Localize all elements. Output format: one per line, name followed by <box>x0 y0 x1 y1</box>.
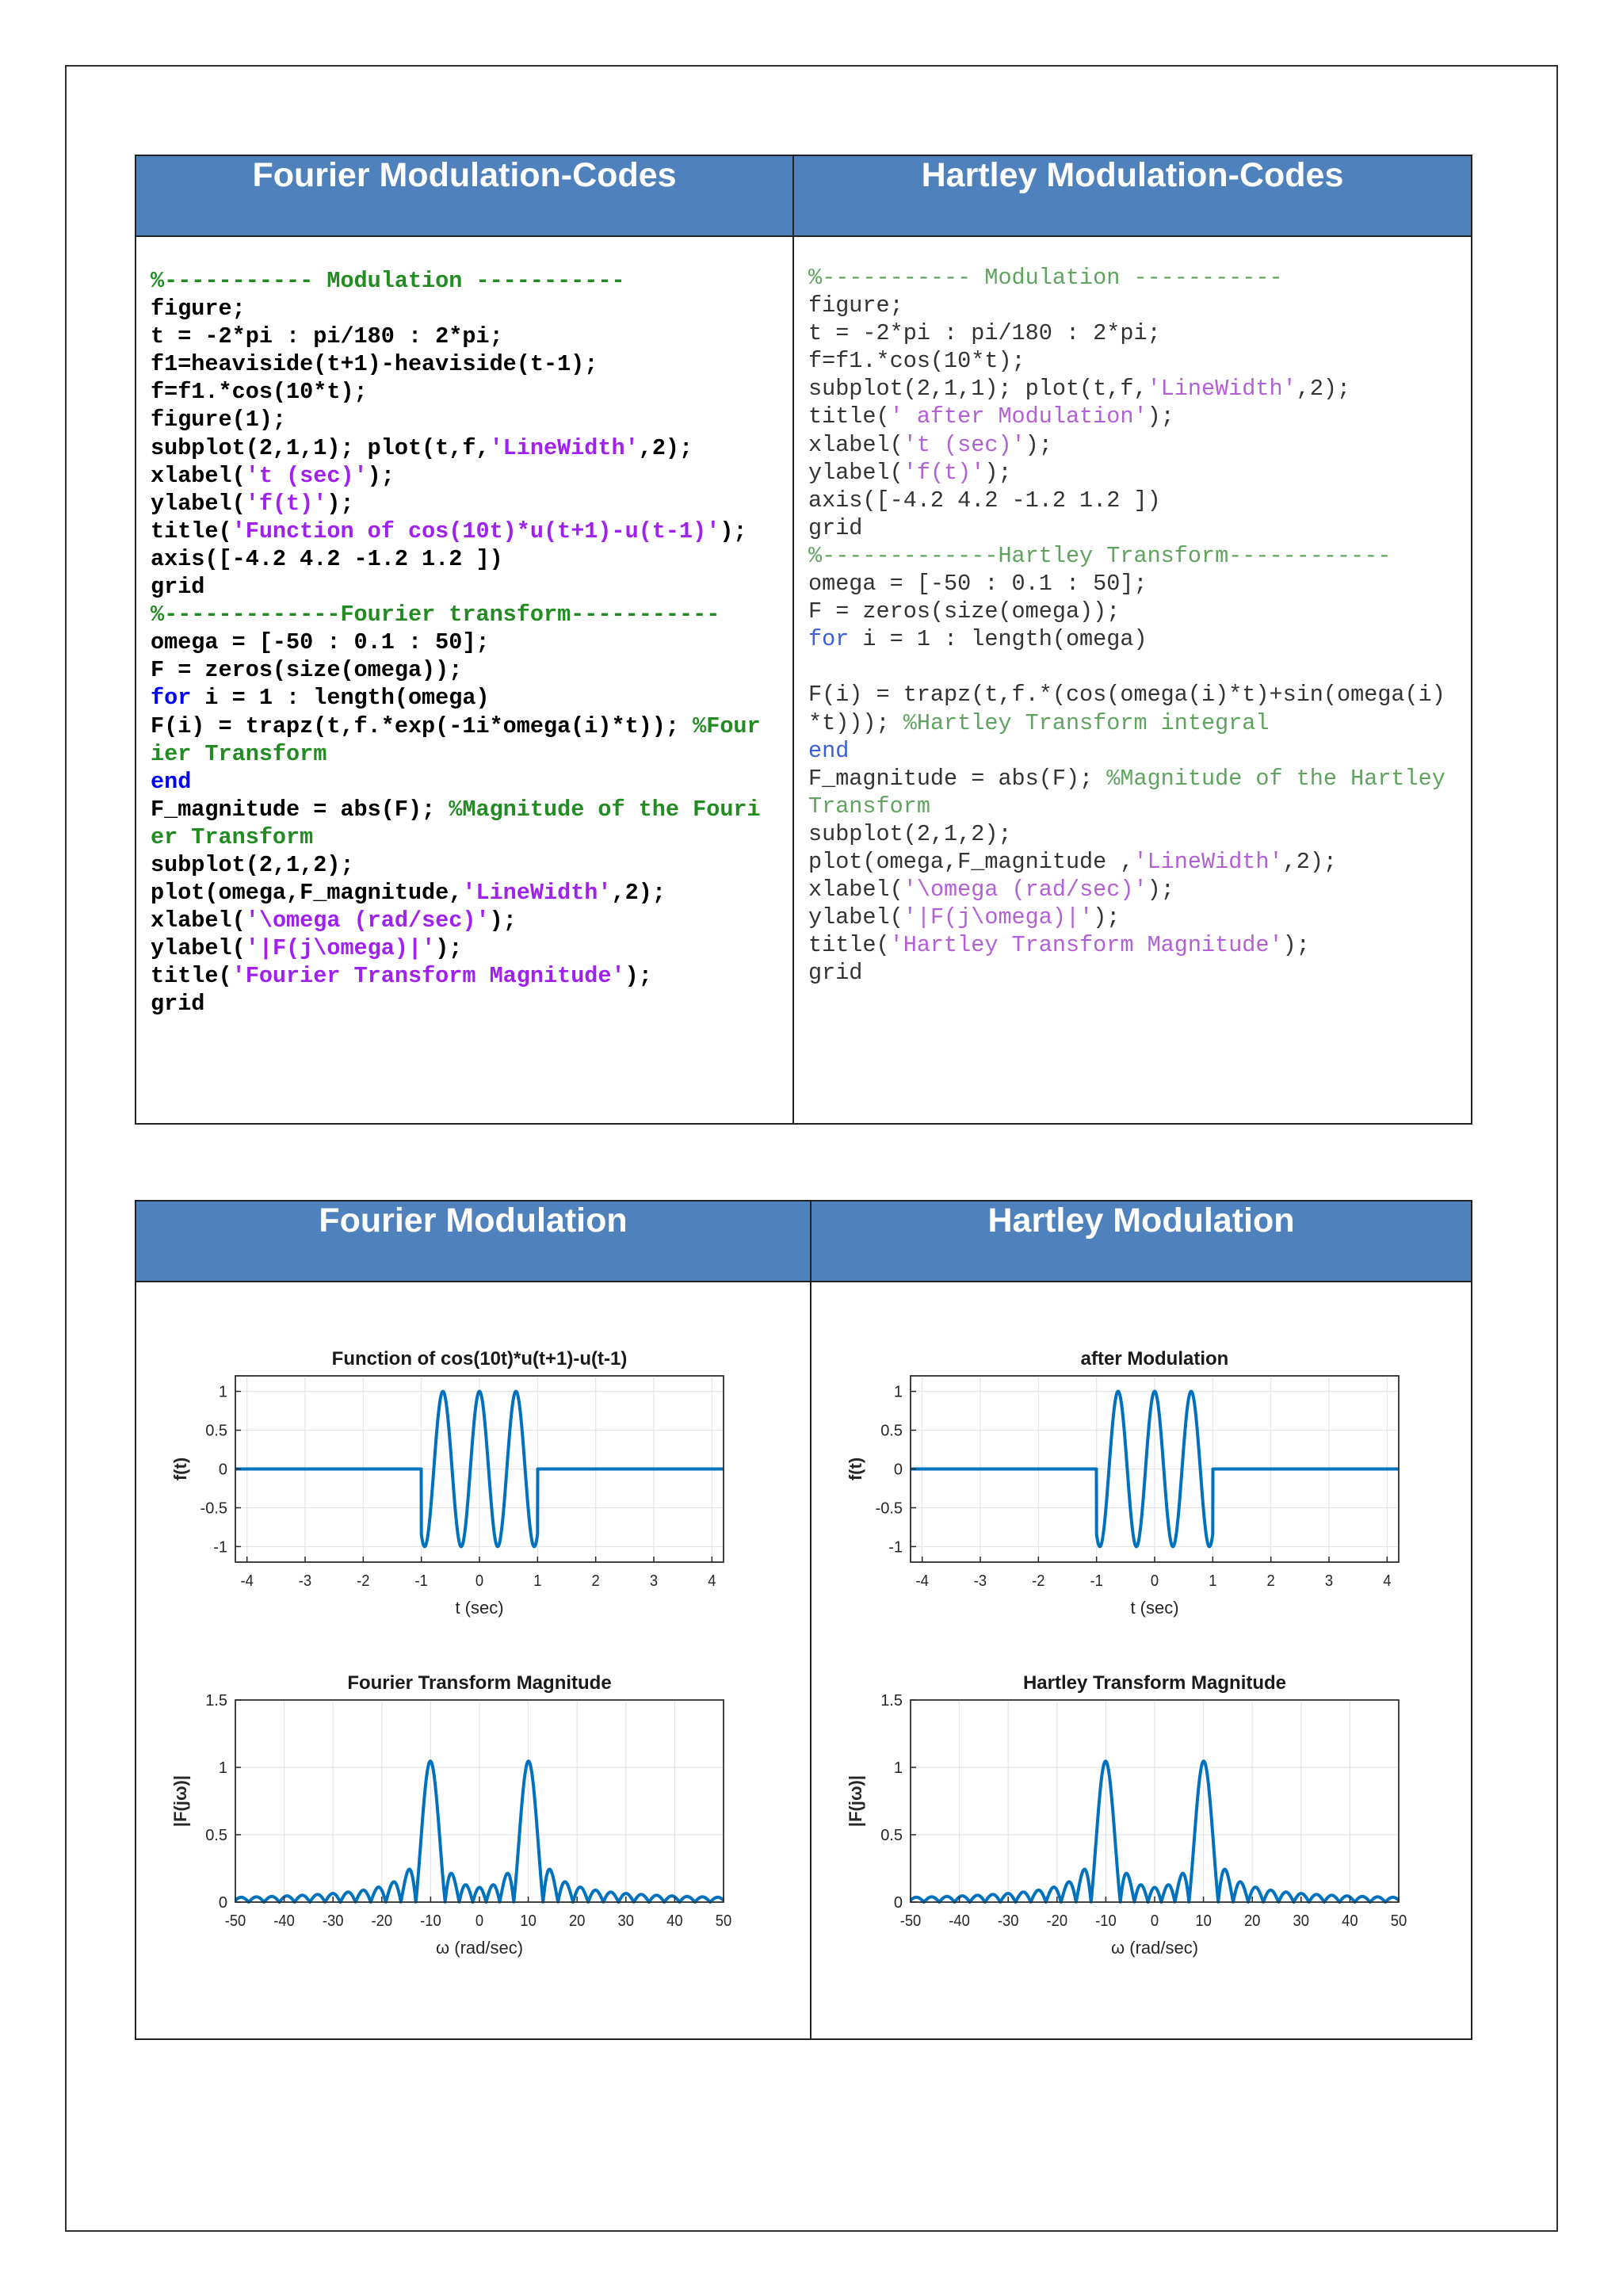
x-tick-label: -20 <box>371 1912 393 1931</box>
code-line <box>808 375 1457 403</box>
y-axis-label: |F(jω)| <box>846 1775 865 1828</box>
code-string: '|F(j\omega)|' <box>903 904 1094 931</box>
code-text: ); <box>984 459 1012 486</box>
x-tick-label: -40 <box>273 1912 295 1931</box>
code-line <box>808 264 1457 292</box>
hartley-figure <box>835 1298 1453 2027</box>
code-comment: %Fourier Transform <box>151 712 761 767</box>
code-keyword: for <box>808 626 850 653</box>
x-tick-label: -30 <box>997 1912 1019 1931</box>
code-comment: %----------- Modulation ----------- <box>151 268 625 294</box>
x-tick-label: -1 <box>1090 1572 1103 1591</box>
code-text: i = 1 : length(omega) <box>849 626 1148 653</box>
code-text: F_magnitude = abs(F); <box>808 765 1107 792</box>
code-line <box>151 378 772 406</box>
x-tick-label: -4 <box>240 1572 254 1591</box>
code-text: figure; <box>151 296 246 323</box>
code-line <box>151 879 772 907</box>
code-comment: %----------- Modulation ----------- <box>808 265 1283 291</box>
chart-fourier-time <box>170 1348 724 1618</box>
x-tick-label: 3 <box>1324 1572 1334 1591</box>
code-text: t = -2*pi : pi/180 : 2*pi; <box>151 323 503 350</box>
chart-fourier-mag <box>170 1672 731 1958</box>
code-text: F = zeros(size(omega)); <box>808 598 1121 625</box>
hartley-modulation-header: Hartley Modulation <box>811 1201 1472 1282</box>
code-line <box>808 959 1457 987</box>
code-line <box>151 323 772 350</box>
y-tick-label: -0.5 <box>200 1499 227 1518</box>
x-axis-label: ω (rad/sec) <box>1110 1938 1199 1958</box>
code-line <box>151 295 772 323</box>
code-line <box>808 737 1457 765</box>
code-text: xlabel( <box>808 877 903 904</box>
x-tick-label: 1 <box>1209 1572 1217 1591</box>
code-comment: %-------------Fourier transform----------- <box>151 602 720 628</box>
code-text: grid <box>808 960 863 987</box>
code-text: ); <box>435 935 463 962</box>
code-line <box>808 876 1457 904</box>
code-line <box>808 459 1457 487</box>
x-tick-label: 1 <box>533 1572 542 1591</box>
code-line <box>808 542 1457 570</box>
x-tick-label: 10 <box>520 1912 537 1931</box>
code-line <box>151 462 772 490</box>
code-line <box>151 768 772 796</box>
code-text: omega = [-50 : 0.1 : 50]; <box>808 571 1148 598</box>
code-comment: %-------------Hartley Transform------------ <box>808 542 1392 569</box>
code-text: F(i) = trapz(t,f.*exp(-1i*omega(i)*t)); <box>151 712 693 739</box>
code-line <box>808 514 1457 542</box>
x-tick-label: -10 <box>1095 1912 1117 1931</box>
code-text: figure(1); <box>151 407 287 434</box>
code-line <box>808 820 1457 848</box>
code-keyword: end <box>151 768 192 795</box>
code-string: 'f(t)' <box>245 490 327 517</box>
y-tick-label: 1.5 <box>205 1692 227 1710</box>
code-line <box>151 490 772 518</box>
y-tick-label: -1 <box>213 1538 227 1557</box>
code-line <box>808 319 1457 347</box>
chart-title: Hartley Transform Magnitude <box>1022 1672 1287 1694</box>
x-tick-label: -50 <box>899 1912 922 1931</box>
code-line <box>151 990 772 1018</box>
x-tick-label: 30 <box>1293 1912 1310 1931</box>
x-axis-label: ω (rad/sec) <box>435 1938 524 1958</box>
x-tick-label: 4 <box>708 1572 716 1591</box>
code-comment: %Magnitude of the Fourier Transform <box>151 796 761 850</box>
code-line <box>808 931 1457 959</box>
hartley-plots-cell <box>811 1282 1472 2039</box>
y-tick-label: 1 <box>218 1383 227 1401</box>
code-string: 'Function of cos(10t)*u(t+1)-u(t-1)' <box>231 518 720 544</box>
x-tick-label: 0 <box>1150 1572 1159 1591</box>
code-text: ); <box>1147 877 1174 904</box>
code-text: axis([-4.2 4.2 -1.2 1.2 ]) <box>808 487 1161 514</box>
plot-table <box>135 1200 1472 2040</box>
code-line <box>151 518 772 545</box>
x-tick-label: -2 <box>1032 1572 1045 1591</box>
code-text: ylabel( <box>808 459 903 486</box>
code-text: t = -2*pi : pi/180 : 2*pi; <box>808 320 1161 347</box>
code-line <box>151 796 772 851</box>
code-line <box>151 545 772 573</box>
y-axis-label: f(t) <box>846 1457 865 1481</box>
y-tick-label: -1 <box>888 1538 903 1557</box>
code-string: ' after Modulation' <box>889 403 1148 430</box>
code-line <box>151 434 772 462</box>
y-tick-label: 1 <box>893 1383 903 1401</box>
code-text: grid <box>151 991 205 1018</box>
y-tick-label: 1.5 <box>880 1692 903 1710</box>
y-tick-label: 0.5 <box>880 1827 903 1844</box>
code-text: ylabel( <box>151 935 246 962</box>
y-axis-label: |F(jω)| <box>170 1775 190 1828</box>
code-line <box>808 570 1457 598</box>
code-line <box>808 653 1457 681</box>
code-text: ,2); <box>611 880 666 907</box>
code-text: f=f1.*cos(10*t); <box>808 348 1025 375</box>
code-line <box>808 598 1457 625</box>
code-keyword: end <box>808 737 850 764</box>
code-string: 't (sec)' <box>245 462 368 489</box>
code-text: title( <box>808 932 890 959</box>
y-tick-label: 1 <box>218 1759 227 1777</box>
x-tick-label: 30 <box>617 1912 635 1931</box>
x-tick-label: 2 <box>1266 1572 1275 1591</box>
code-text: ); <box>327 490 354 517</box>
code-string: '|F(j\omega)|' <box>245 935 436 962</box>
code-line <box>151 656 772 684</box>
code-text: figure; <box>808 292 903 319</box>
code-comment: %Hartley Transform integral <box>903 709 1270 736</box>
code-string: 'LineWidth' <box>1147 376 1296 403</box>
code-string: 't (sec)' <box>903 431 1025 458</box>
code-line <box>151 934 772 962</box>
code-line <box>151 712 772 768</box>
code-text: ); <box>624 963 652 990</box>
code-comment: %Magnitude of the Hartley Transform <box>808 765 1459 819</box>
code-keyword: for <box>151 685 192 712</box>
code-text: ); <box>367 462 395 489</box>
x-tick-label: 0 <box>475 1572 484 1591</box>
code-text: title( <box>808 403 890 430</box>
code-line <box>808 848 1457 876</box>
code-line <box>151 851 772 879</box>
hartley-code-cell <box>793 236 1472 1124</box>
code-text: ,2); <box>1282 848 1338 875</box>
chart-hartley-time <box>846 1348 1399 1618</box>
code-text: omega = [-50 : 0.1 : 50]; <box>151 629 490 656</box>
x-tick-label: -10 <box>420 1912 441 1931</box>
code-line <box>151 628 772 656</box>
code-line <box>151 684 772 712</box>
code-text: ); <box>1282 932 1310 959</box>
code-text: F(i) = trapz(t,f.*(cos(omega(i)*t)+sin(omega(i)*t))); <box>808 682 1445 736</box>
x-tick-label: -4 <box>915 1572 929 1591</box>
x-tick-label: 10 <box>1195 1912 1212 1931</box>
fourier-plots-cell <box>136 1282 811 2039</box>
code-table <box>135 155 1472 1125</box>
code-string: 'LineWidth' <box>489 434 639 461</box>
code-string: 'Hartley Transform Magnitude' <box>889 932 1283 959</box>
code-line <box>808 487 1457 514</box>
x-tick-label: -30 <box>322 1912 344 1931</box>
fourier-codes-header: Fourier Modulation-Codes <box>136 155 793 236</box>
code-text: f1=heaviside(t+1)-heaviside(t-1); <box>151 351 598 378</box>
chart-title: Fourier Transform Magnitude <box>347 1672 612 1694</box>
code-line <box>151 350 772 378</box>
chart-title: Function of cos(10t)*u(t+1)-u(t-1) <box>331 1348 628 1370</box>
x-tick-label: 50 <box>1390 1912 1407 1931</box>
code-text: F = zeros(size(omega)); <box>151 657 463 684</box>
y-tick-label: 1 <box>893 1759 903 1777</box>
code-text: xlabel( <box>808 431 903 458</box>
y-tick-label: 0 <box>893 1894 903 1912</box>
x-tick-label: 40 <box>666 1912 683 1931</box>
code-text: ); <box>1093 904 1121 931</box>
code-text: ); <box>489 907 517 934</box>
code-line <box>151 573 772 601</box>
code-string: 'f(t)' <box>903 459 985 486</box>
code-line <box>808 403 1457 430</box>
y-tick-label: 0.5 <box>880 1422 903 1440</box>
code-string: 'LineWidth' <box>462 880 612 907</box>
x-tick-label: 3 <box>649 1572 659 1591</box>
x-tick-label: 50 <box>715 1912 732 1931</box>
x-tick-label: -1 <box>414 1572 428 1591</box>
code-line <box>808 681 1457 736</box>
x-tick-label: -50 <box>224 1912 246 1931</box>
code-text: ,2); <box>638 434 693 461</box>
y-tick-label: 0 <box>893 1461 903 1479</box>
y-tick-label: -0.5 <box>875 1499 903 1518</box>
code-string: '\omega (rad/sec)' <box>903 877 1148 904</box>
x-tick-label: -40 <box>949 1912 970 1931</box>
code-text: ); <box>720 518 747 544</box>
chart-hartley-mag <box>846 1672 1407 1958</box>
fourier-figure <box>160 1298 778 2027</box>
code-text: ); <box>1025 431 1052 458</box>
chart-title: after Modulation <box>1080 1348 1229 1370</box>
y-tick-label: 0.5 <box>205 1827 227 1844</box>
x-tick-label: 0 <box>1150 1912 1159 1931</box>
x-tick-label: 20 <box>1243 1912 1261 1931</box>
code-text: plot(omega,F_magnitude, <box>151 880 463 907</box>
code-text: grid <box>808 514 863 541</box>
x-tick-label: -2 <box>357 1572 370 1591</box>
code-text: ,2); <box>1296 376 1351 403</box>
code-text: ); <box>1147 403 1174 430</box>
fourier-code-cell <box>136 236 793 1124</box>
code-line <box>808 625 1457 653</box>
code-text: grid <box>151 574 205 601</box>
x-tick-label: -3 <box>298 1572 312 1591</box>
code-line <box>808 904 1457 931</box>
code-text: axis([-4.2 4.2 -1.2 1.2 ]) <box>151 545 503 572</box>
x-axis-label: t (sec) <box>1130 1598 1179 1618</box>
fourier-modulation-header: Fourier Modulation <box>136 1201 811 1282</box>
x-tick-label: 0 <box>475 1912 484 1931</box>
code-line <box>808 431 1457 459</box>
code-line <box>808 347 1457 375</box>
code-text: xlabel( <box>151 462 246 489</box>
code-line <box>151 601 772 628</box>
y-axis-label: f(t) <box>170 1457 190 1481</box>
code-text: title( <box>151 518 232 544</box>
code-text: subplot(2,1,1); plot(t,f, <box>151 434 490 461</box>
code-text: subplot(2,1,1); plot(t,f, <box>808 376 1148 403</box>
hartley-codes-header: Hartley Modulation-Codes <box>793 155 1472 236</box>
code-line <box>151 907 772 934</box>
code-line <box>151 406 772 434</box>
code-text: ylabel( <box>808 904 903 931</box>
x-tick-label: 20 <box>568 1912 586 1931</box>
code-line <box>151 267 772 295</box>
code-text: plot(omega,F_magnitude , <box>808 848 1134 875</box>
code-string: '\omega (rad/sec)' <box>245 907 490 934</box>
code-text: F_magnitude = abs(F); <box>151 796 449 823</box>
x-axis-label: t (sec) <box>455 1598 504 1618</box>
code-string: 'Fourier Transform Magnitude' <box>231 963 625 990</box>
x-tick-label: 2 <box>591 1572 600 1591</box>
code-string: 'LineWidth' <box>1133 848 1283 875</box>
y-tick-label: 0 <box>218 1461 227 1479</box>
y-tick-label: 0 <box>218 1894 227 1912</box>
code-line <box>808 765 1457 820</box>
code-text: ylabel( <box>151 490 246 517</box>
code-line <box>808 292 1457 319</box>
fourier-code-block <box>136 237 792 1018</box>
code-text: subplot(2,1,2); <box>808 820 1012 847</box>
x-tick-label: -20 <box>1046 1912 1068 1931</box>
x-tick-label: 40 <box>1342 1912 1358 1931</box>
hartley-code-block <box>794 237 1471 987</box>
x-tick-label: -3 <box>973 1572 987 1591</box>
code-text: i = 1 : length(omega) <box>191 685 490 712</box>
code-text: f=f1.*cos(10*t); <box>151 379 368 406</box>
code-line <box>151 962 772 990</box>
code-text: subplot(2,1,2); <box>151 851 354 878</box>
code-text: xlabel( <box>151 907 246 934</box>
y-tick-label: 0.5 <box>205 1422 227 1440</box>
code-text: title( <box>151 963 232 990</box>
x-tick-label: 4 <box>1383 1572 1392 1591</box>
